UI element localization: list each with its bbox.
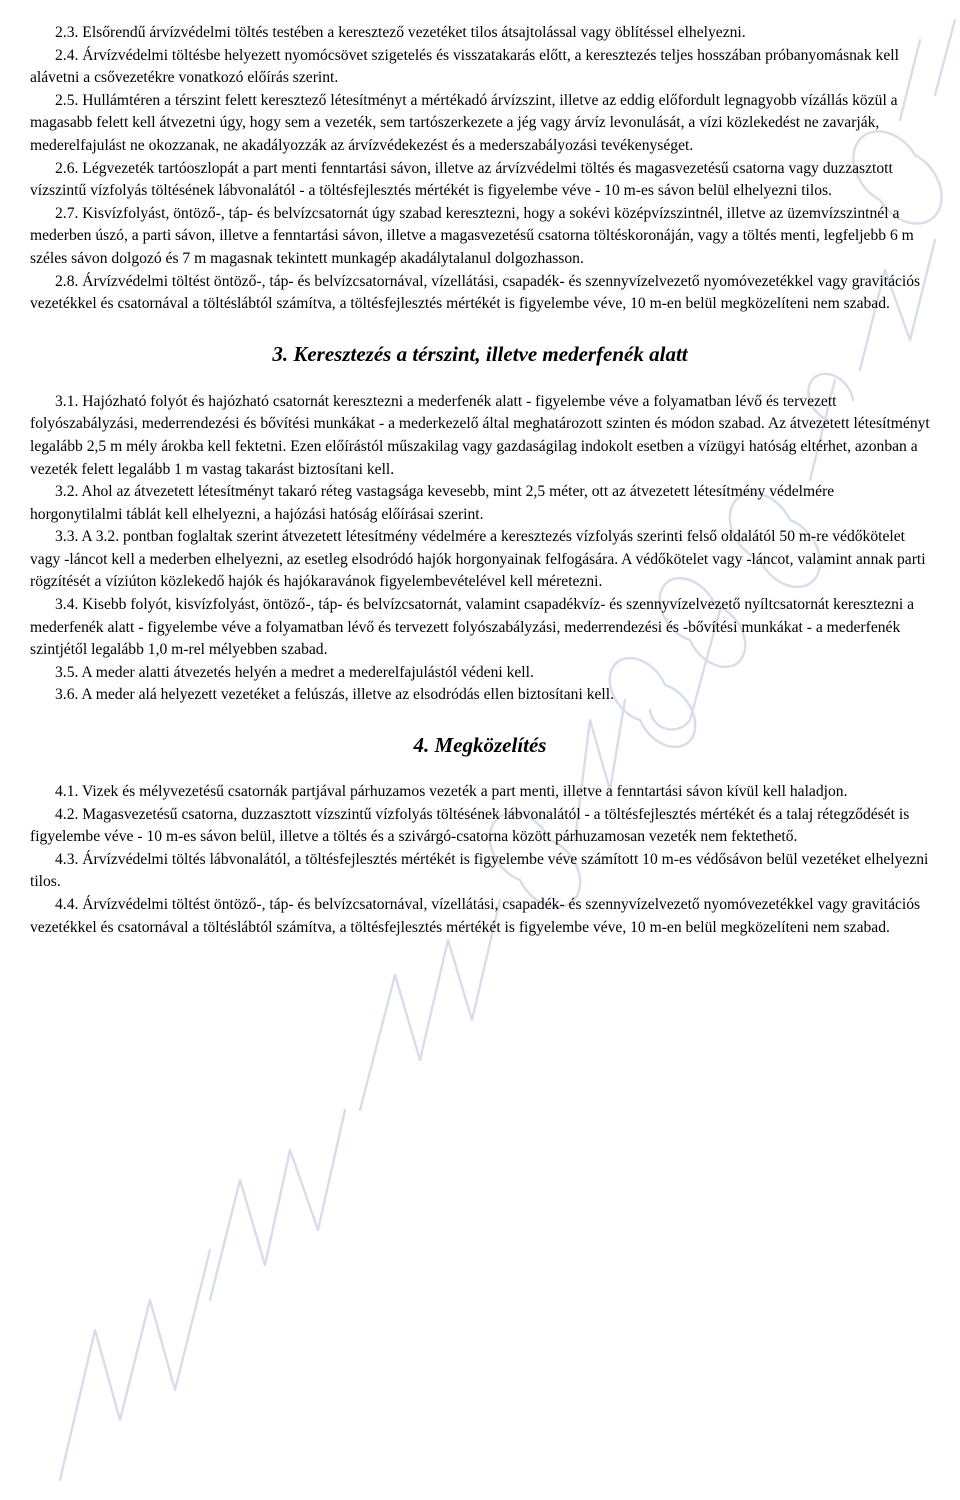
paragraph-2-6: 2.6. Légvezeték tartóoszlopát a part menti fenntartási sávon, illetve az árvízvédelmi töltés és magasvezetésű csatorna vagy duzzasztott vízszintű vízfolyás töltésének lábvonalától - a töltésfejlesztés mértékét is figyelembe véve - 10 m-es sávon belül elhelyezni tilos. <box>30 159 893 200</box>
section-3-heading: 3. Keresztezés a térszint, illetve mederfenék alatt <box>272 341 688 366</box>
paragraph-2-8: 2.8. Árvízvédelmi töltést öntöző-, táp- és belvízcsatornával, vízellátási, csapadék- és szennyvízelvezető nyomóvezetékkel vagy gravitációs vezetékkel és csatornával a töltéslábtól számítva, a töltésfejlesztés mértékét is figyelembe véve, 10 m-en belül megközelíteni nem szabad. <box>30 272 921 313</box>
section-3 <box>30 391 930 707</box>
paragraph-2-3: 2.3. Elsőrendű árvízvédelmi töltés testében a keresztező vezetéket tilos átsajtolással vagy öblítéssel elhelyezni. <box>55 24 746 41</box>
paragraph-3-3: 3.3. A 3.2. pontban foglaltak szerint átvezetett létesítmény védelmére a keresztezés vízfolyás szerinti felső oldalától 50 m-re védőkötelet vagy -láncot kell a mederben elhelyezni, az esetleg elsodródó hajók horgonyainak felfogására. A védőkötelet vagy -láncot, valamint annak parti rögzítését a víziúton közlekedő hajók és hajókaravánok figyelembevételével kell méretezni. <box>30 528 926 591</box>
paragraph-3-6: 3.6. A meder alá helyezett vezetéket a felúszás, illetve az elsodródás ellen biztosítani kell. <box>55 686 614 704</box>
paragraph-4-1: 4.1. Vizek és mélyvezetésű csatornák partjával párhuzamos vezeték a part menti, illetve a fenntartási sávon kívül kell haladjon. <box>55 783 848 801</box>
document-page <box>30 22 930 939</box>
paragraph-3-4: 3.4. Kisebb folyót, kisvízfolyást, öntöző-, táp- és belvízcsatornát, valamint csapadékvíz- és szennyvízelvezető nyíltcsatornát keresztezni a mederfenék alatt - figyelembe véve a folyamatban lévő és tervezett folyószabályzási, mederrendezési és -bővítési munkákat - a mederfenék szintjétől legalább 1,0 m-rel mélyebben szabad. <box>30 596 915 659</box>
paragraph-4-3: 4.3. Árvízvédelmi töltés lábvonalától, a töltésfejlesztés mértékét is figyelembe véve számított 10 m-es védősávon belül vezetéket elhelyezni tilos. <box>30 850 929 891</box>
paragraph-2-4: 2.4. Árvízvédelmi töltésbe helyezett nyomócsövet szigetelés és visszatakarás előtt, a keresztezés teljes hosszában próbanyomásnak kell alávetni a csővezetékre vonatkozó előírás szerint. <box>30 46 899 87</box>
paragraph-2-5: 2.5. Hullámtéren a térszint felett keresztező létesítményt a mértékadó árvízszint, illetve az eddig előfordult legnagyobb vízállás közül a magasabb felett kell átvezetni úgy, hogy sem a vezeték, sem tartószerkezete a jég vagy árvíz levonulását, a vízi közlekedést ne zavarják, mederelfajulást ne okozzanak, ne akadályozzák az árvízvédekezést és a mederszabályozási tevékenységet. <box>30 91 898 154</box>
paragraph-3-5: 3.5. A meder alatti átvezetés helyén a medret a mederelfajulástól védeni kell. <box>55 663 534 681</box>
paragraph-4-2: 4.2. Magasvezetésű csatorna, duzzasztott vízszintű vízfolyás töltésének lábvonalától - a töltésfejlesztés mértékét és a talaj rétegződését is figyelembe véve - 10 m-es sávon belül, illetve a töltés és a szivárgó-csatorna között párhuzamosan vezeték nem fektethető. <box>30 805 910 846</box>
paragraph-4-4: 4.4. Árvízvédelmi töltést öntöző-, táp- és belvízcsatornával, vízellátási, csapadék- és szennyvízelvezető nyomóvezetékkel vagy gravitációs vezetékkel és csatornával a töltéslábtól számítva, a töltésfejlesztés mértékét is figyelembe véve, 10 m-en belül megközelíteni nem szabad. <box>30 896 921 936</box>
section-4-heading: 4. Megközelítés <box>413 733 547 758</box>
paragraph-2-7: 2.7. Kisvízfolyást, öntöző-, táp- és belvízcsatornát úgy szabad keresztezni, hogy a sokévi középvízszintnél, illetve az üzemvízszintnél a mederben úszó, a parti sávon, illetve a fenntartási sávon, illetve a magasvezetésű csatorna töltéskoronáján, vagy a töltés menti, legfeljebb 6 m széles sávon dolgozó és 7 m magasnak tekintett munkagép akadálytalanul dolgozhasson. <box>30 204 914 267</box>
section-4 <box>30 781 930 939</box>
section-2-continuation <box>30 22 930 316</box>
paragraph-3-1: 3.1. Hajózható folyót és hajózható csatornát keresztezni a mederfenék alatt - figyelembe véve a folyamatban lévő és tervezett folyószabályzási, mederrendezési és bővítési munkákat - a mederkezelő által meghatározott szinten és módon szabad. Az átvezetett létesítményt legalább 2,5 m mély árokba kell fektetni. Ezen előírástól műszakilag vagy gazdaságilag indokolt esetben a vízügyi hatóság eltérhet, azonban a vezeték felett legalább 1 m vastag takarást biztosítani kell. <box>30 392 930 478</box>
paragraph-3-2: 3.2. Ahol az átvezetett létesítményt takaró réteg vastagsága kevesebb, mint 2,5 méter, ott az átvezetett létesítmény védelmére horgonytilalmi táblát kell elhelyezni, a hajózási hatóság előírásai szerint. <box>30 483 835 523</box>
